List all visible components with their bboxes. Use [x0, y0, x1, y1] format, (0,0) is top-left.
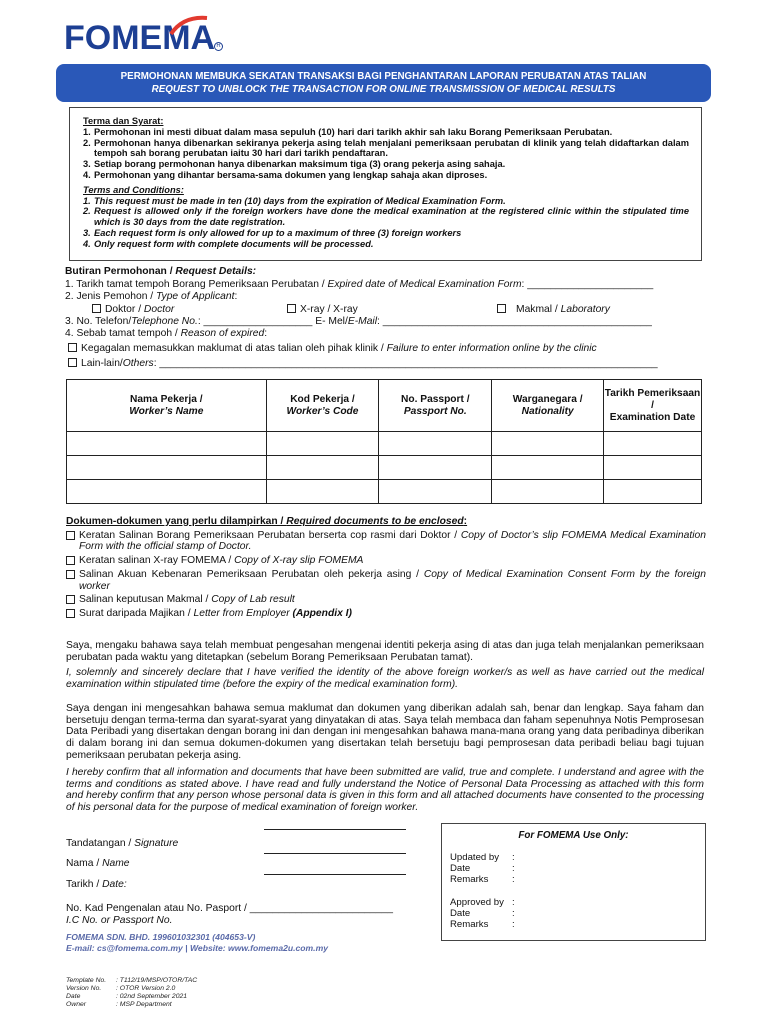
- term-text: Permohonan ini mesti dibuat dalam masa sepuluh (10) hari dari tarikh akhir sah laku Borang Pemeriksaan Perubatan.: [94, 126, 613, 137]
- table-row: [67, 480, 702, 504]
- document-text: [79, 569, 706, 592]
- field-label: Date: [450, 863, 471, 874]
- company-footer: [66, 932, 328, 954]
- field-label: Remarks: [450, 874, 489, 885]
- doc-ms: Keratan Salinan Borang Pemeriksaan Perubatan berserta cop rasmi dari Doktor /: [79, 529, 461, 541]
- request-details-heading: [65, 266, 256, 278]
- label-ms: 4. Sebab tamat tempoh /: [65, 328, 181, 339]
- label-en: Telephone No.: [131, 316, 198, 327]
- term-num: 1.: [83, 195, 91, 206]
- label-ms: No. Kad Pengenalan atau No. Pasport /: [66, 903, 250, 914]
- document-checkbox[interactable]: [66, 556, 75, 565]
- table-cell[interactable]: [604, 456, 702, 480]
- form-title-en: REQUEST TO UNBLOCK THE TRANSACTION FOR ONLINE TRANSMISSION OF MEDICAL RESULTS: [151, 84, 616, 95]
- document-text: [79, 555, 706, 567]
- table-cell[interactable]: [266, 432, 379, 456]
- column-header: [604, 380, 702, 432]
- field-label: Date: [450, 908, 471, 919]
- field-value: :: [512, 897, 515, 908]
- header-en: Examination Date: [609, 411, 696, 423]
- term-text: Request is allowed only if the foreign workers have done the medical examination at the registered clinic within the stipulated time which is 30 days from the date registration.: [94, 206, 689, 228]
- applicant-doctor-option[interactable]: [92, 304, 174, 316]
- approval-group: [450, 897, 515, 930]
- heading-en: Required documents to be enclosed: [286, 516, 464, 527]
- header-ms: Tarikh Pemeriksaan /: [604, 387, 701, 411]
- option-label: Lain-lain/: [81, 358, 123, 369]
- doc-en: Letter from Employer: [193, 607, 293, 619]
- field-label: Remarks: [450, 919, 489, 930]
- term-text: Each request form is only allowed for up to a maximum of three (3) foreign workers: [94, 227, 462, 238]
- term-num: 2.: [83, 206, 91, 217]
- option-label: Doktor /: [105, 304, 144, 315]
- applicant-type-label: [65, 291, 237, 303]
- term-num: 4.: [83, 169, 91, 180]
- company-name: FOMEMA SDN. BHD. 199601032301 (404653-V): [66, 932, 256, 942]
- form-title-ms: PERMOHONAN MEMBUKA SEKATAN TRANSAKSI BAGI PENGHANTARAN LAPORAN PERUBATAN ATAS TALIAN: [120, 71, 647, 82]
- doc-ms: Salinan keputusan Makmal /: [79, 594, 212, 605]
- term-item-ms: [83, 170, 689, 181]
- label-ms: Nama /: [66, 858, 103, 869]
- table-cell[interactable]: [67, 456, 267, 480]
- label-en: Reason of expired: [180, 328, 265, 339]
- update-group: [450, 852, 515, 885]
- doc-en: Copy of Medical Examination Consent Form by the foreign worker: [79, 569, 706, 592]
- fomema-use-title: For FOMEMA Use Only:: [518, 830, 629, 841]
- term-item-ms: [83, 127, 689, 138]
- label-ms: 3. No. Telefon/: [65, 316, 132, 327]
- document-checkbox[interactable]: [66, 609, 75, 618]
- doc-ms: Surat daripada Majikan /: [79, 607, 194, 619]
- label-ms: Tandatangan /: [66, 838, 135, 849]
- table-row: [67, 432, 702, 456]
- colon: :: [264, 328, 268, 339]
- term-text: Setiap borang permohonan hanya dibenarkan maksimum tiga (3) orang pekerja asing sahaja.: [94, 159, 506, 170]
- colon: :: [463, 516, 468, 527]
- field-label: Approved by: [450, 897, 504, 908]
- term-item-en: [83, 196, 689, 207]
- info-value: : MSP Department: [116, 1001, 172, 1008]
- header-en: Passport No.: [403, 405, 467, 417]
- document-text: [79, 608, 706, 620]
- header-en: Nationality: [521, 405, 574, 417]
- template-info: [66, 977, 197, 1009]
- info-value: : OTOR Version 2.0: [116, 985, 176, 992]
- option-label: Makmal /: [516, 304, 561, 315]
- fill-line[interactable]: : ______________________: [521, 279, 654, 290]
- column-header: [67, 380, 267, 432]
- info-label: Template No.: [66, 977, 107, 984]
- label-en: Name: [102, 858, 130, 869]
- doc-en: Copy of X-ray slip FOMEMA: [234, 554, 364, 566]
- logo-swoosh-icon: [169, 14, 209, 36]
- field-value: :: [512, 874, 515, 885]
- field-value: :: [512, 863, 515, 874]
- column-header: [492, 380, 604, 432]
- table-cell[interactable]: [266, 456, 379, 480]
- option-label: Kegagalan memasukkan maklumat di atas talian oleh pihak klinik /: [81, 343, 387, 354]
- table-row: [67, 456, 702, 480]
- document-checkbox[interactable]: [66, 595, 75, 604]
- header-en: Worker’s Name: [129, 405, 204, 417]
- table-header-row: [67, 380, 702, 432]
- term-num: 1.: [83, 126, 91, 137]
- colon: :: [234, 291, 238, 302]
- company-contact: E-mail: cs@fomema.com.my | Website: www.fomema2u.com.my: [66, 943, 328, 953]
- term-text: This request must be made in ten (10) days from the expiration of Medical Examination Form.: [94, 195, 506, 206]
- doctor-checkbox[interactable]: [92, 304, 101, 313]
- ic-passport-label: [66, 903, 393, 927]
- table-cell[interactable]: [492, 432, 604, 456]
- documents-heading: [66, 516, 706, 528]
- term-num: 3.: [83, 159, 91, 170]
- xray-checkbox[interactable]: [287, 304, 296, 313]
- terms-box: [69, 107, 702, 261]
- ic-passport-field[interactable]: _________________________: [249, 903, 393, 914]
- heading-ms: Dokumen-dokumen yang perlu dilampirkan /: [66, 516, 287, 527]
- term-item-en: [83, 239, 689, 250]
- name-field[interactable]: [264, 853, 406, 854]
- label-en: Expired date of Medical Examination Form: [327, 279, 522, 290]
- table-cell[interactable]: [379, 480, 492, 504]
- form-title-banner: [56, 64, 711, 102]
- header-ms: Kod Pekerja /: [290, 393, 355, 405]
- document-text: [79, 594, 706, 606]
- date-label: [66, 879, 127, 890]
- term-num: 3.: [83, 227, 91, 238]
- option-label-en: Laboratory: [560, 304, 610, 315]
- term-text: Permohonan yang dihantar bersama-sama dokumen yang lengkap sahaja akan diproses.: [94, 169, 488, 180]
- table-cell[interactable]: [379, 432, 492, 456]
- table-cell[interactable]: [379, 456, 492, 480]
- term-num: 2.: [83, 137, 91, 148]
- name-label: [66, 858, 130, 869]
- document-item[interactable]: [66, 555, 706, 567]
- table-cell[interactable]: [67, 432, 267, 456]
- doc-ms: Salinan Akuan Kebenaran Pemeriksaan Perubatan oleh pekerja asing /: [79, 569, 424, 580]
- label-ms: Tarikh /: [66, 879, 103, 890]
- reason-label: [65, 328, 267, 340]
- applicant-xray-option[interactable]: [287, 304, 358, 316]
- header-ms: Warganegara /: [512, 393, 583, 405]
- doc-en: Copy of Lab result: [211, 594, 295, 605]
- label-en: I.C No. or Passport No.: [66, 915, 173, 926]
- option-label-en: Others: [122, 358, 154, 369]
- field-label: Updated by: [450, 852, 500, 863]
- info-value: : 02nd September 2021: [116, 993, 188, 1000]
- field-value: :: [512, 852, 515, 863]
- signature-field[interactable]: [264, 829, 406, 830]
- header-ms: Nama Pekerja /: [130, 393, 203, 405]
- fill-line[interactable]: : _______________________________________________________________________________________: [153, 358, 658, 369]
- online-failure-checkbox[interactable]: [68, 343, 77, 352]
- document-item[interactable]: [66, 569, 706, 592]
- label-ms: 1. Tarikh tamat tempoh Borang Pemeriksaan Perubatan /: [65, 279, 328, 290]
- label-en: E-Mail: [347, 316, 378, 327]
- registered-mark-icon: R: [214, 42, 223, 51]
- document-checkbox[interactable]: [66, 531, 75, 540]
- option-label-en: Failure to enter information online by the clinic: [386, 343, 597, 354]
- info-label: Version No.: [66, 985, 102, 992]
- document-text: [79, 530, 706, 553]
- table-cell[interactable]: [604, 480, 702, 504]
- fomema-logo: [64, 19, 221, 60]
- column-header: [266, 380, 379, 432]
- phone-email-field[interactable]: [65, 316, 652, 328]
- document-item[interactable]: [66, 594, 706, 606]
- info-value: : T112/19/MSP/OTOR/TAC: [116, 977, 198, 984]
- doc-ms: Keratan salinan X-ray FOMEMA /: [79, 554, 235, 566]
- declaration-2-ms: Saya dengan ini mengesahkan bahawa semua maklumat dan dokumen yang diberikan adalah sah, benar dan lengkap. Saya faham dan bersetuju dengan terma-terma dan syarat-syarat yang dinyatakan di atas. Saya telah membaca dan faham sepenuhnya Notis Pemprosesan Data Peribadi yang disertakan dengan borang ini dan dengan ini mengesahkan bahawa mana-mana orang yang data peribadinya diberikan di dalam borang ini dan semua dokumen-dokumen yang disertakan telah bersetuju bagi pemprosesan data peribadi beliau bagi tujuan pemeriksaan perubatan pekerja asing.: [66, 703, 704, 761]
- field-value: :: [512, 908, 515, 919]
- table-cell[interactable]: [604, 432, 702, 456]
- option-label: X-ray / X-ray: [300, 304, 358, 315]
- terms-heading-ms: Terma dan Syarat:: [83, 116, 164, 126]
- option-label-en: Doctor: [143, 304, 175, 315]
- document-item[interactable]: [66, 608, 706, 620]
- term-num: 4.: [83, 238, 91, 249]
- required-documents: [66, 516, 706, 619]
- reason-option-online-failure[interactable]: [68, 343, 597, 355]
- term-item-en: [83, 206, 689, 228]
- heading-ms: Butiran Permohonan /: [65, 266, 176, 277]
- worker-table: [66, 379, 702, 504]
- terms-heading-en: Terms and Conditions:: [83, 184, 184, 195]
- declaration-1-en: I, solemnly and sincerely declare that I have verified the identity of the above foreign worker/s as well as have carried out the medical examination within stipulated time (before the expiry of the medical examination form).: [66, 667, 704, 690]
- applicant-laboratory-option[interactable]: [497, 304, 610, 316]
- doc-en: Copy of Doctor’s slip FOMEMA Medical Examination Form with the official stamp of Doctor.: [79, 529, 706, 552]
- label-en: Signature: [134, 838, 179, 849]
- date-field[interactable]: [264, 874, 406, 875]
- fill-line[interactable]: : ___________________ E- Mel/: [197, 316, 348, 327]
- expired-date-field[interactable]: [65, 279, 653, 291]
- document-item[interactable]: [66, 530, 706, 553]
- logo-text: FOMEMA: [64, 19, 216, 57]
- info-label: Date: [66, 993, 81, 1000]
- term-item-en: [83, 228, 689, 239]
- document-checkbox[interactable]: [66, 570, 75, 579]
- label-en: Type of Applicant: [156, 291, 235, 302]
- column-header: [379, 380, 492, 432]
- term-item-ms: [83, 159, 689, 170]
- table-cell[interactable]: [266, 480, 379, 504]
- label-ms: 2. Jenis Pemohon /: [65, 291, 157, 302]
- declaration-2-en: I hereby confirm that all information and documents that have been submitted are valid, true and complete. I understand and agree with the terms and conditions as stated above. I have read and fully understand the Notice of Personal Data Processing as attached with this form and hereby confirm that any person whose personal data is given in this form and all attached documents have consented to the processing of his personal data for the purpose of medical examination of foreign worker.: [66, 767, 704, 814]
- term-text: Permohonan hanya dibenarkan sekiranya pekerja asing telah menjalani pemeriksaan perubatan di klinik yang telah didaftarkan dalam tempoh sah borang perubatan iaitu 30 hari dari tarikh pendaftaran.: [94, 137, 689, 159]
- table-cell[interactable]: [492, 456, 604, 480]
- declaration-1-ms: Saya, mengaku bahawa saya telah membuat pengesahan mengenai identiti pekerja asing di atas dan juga telah menjalankan pemeriksaan perubatan pada waktu yang ditetapkan (sebelum Borang Pemeriksaan Perubatan tamat).: [66, 640, 704, 663]
- doc-appendix: (Appendix I): [292, 607, 352, 619]
- table-cell[interactable]: [67, 480, 267, 504]
- others-checkbox[interactable]: [68, 358, 77, 367]
- fomema-use-only-box: [441, 823, 706, 941]
- info-label: Owner: [66, 1001, 87, 1008]
- header-ms: No. Passport /: [401, 393, 470, 405]
- field-value: :: [512, 919, 515, 930]
- label-en: Date:: [102, 879, 127, 890]
- reason-option-others[interactable]: [68, 358, 658, 370]
- header-en: Worker’s Code: [286, 405, 359, 417]
- signature-label: [66, 838, 178, 849]
- table-cell[interactable]: [492, 480, 604, 504]
- term-text: Only request form with complete documents will be processed.: [94, 238, 374, 249]
- term-item-ms: [83, 138, 689, 160]
- fill-line[interactable]: : _______________________________________________: [377, 316, 652, 327]
- laboratory-checkbox[interactable]: [497, 304, 506, 313]
- heading-en: Request Details:: [175, 266, 257, 277]
